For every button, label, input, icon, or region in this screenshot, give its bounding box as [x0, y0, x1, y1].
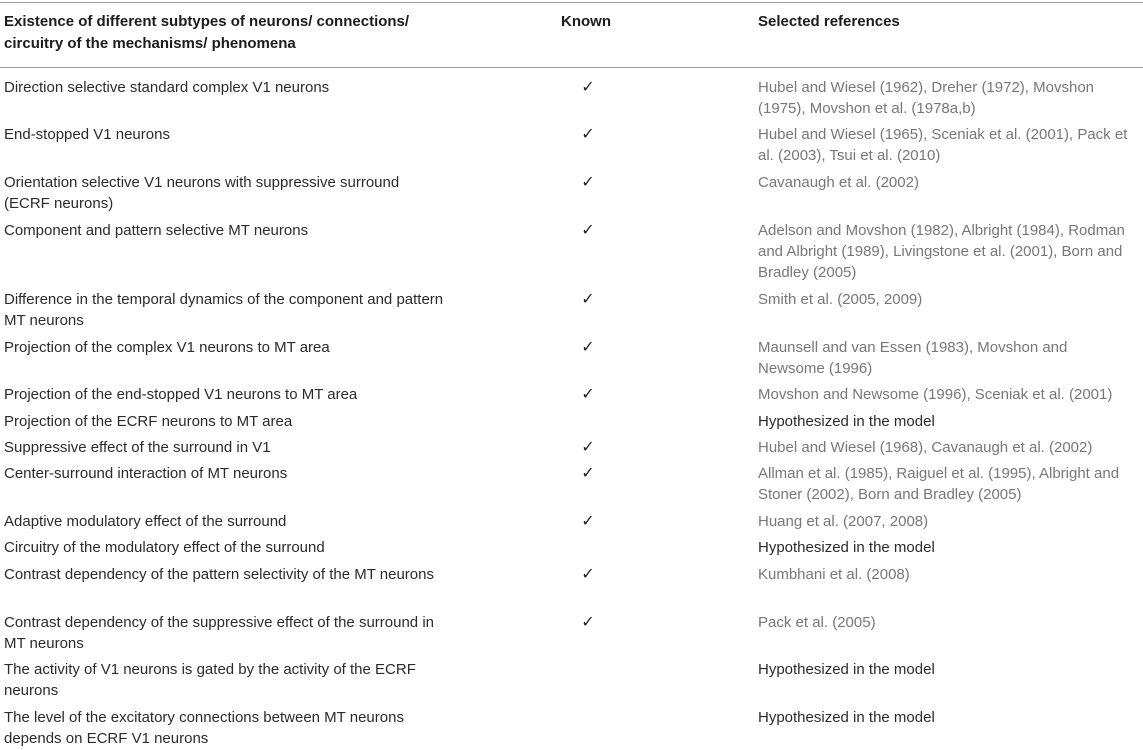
row-refs: Hubel and Wiesel (1968), Cavanaugh et al. (2002) — [758, 439, 1093, 456]
row-refs: Hubel and Wiesel (1962), Dreher (1972), Movshon (1975), Movshon et al. (1978a,b) — [758, 79, 1094, 117]
row-item: Suppressive effect of the surround in V1 — [4, 439, 271, 456]
known-check: ✓ — [581, 614, 595, 631]
row-item: Contrast dependency of the pattern selectivity of the MT neurons — [4, 566, 434, 583]
row-refs: Cavanaugh et al. (2002) — [758, 174, 919, 191]
row-item: Direction selective standard complex V1 neurons — [4, 79, 330, 96]
header-col-known: Known — [561, 13, 611, 30]
row-item: The level of the excitatory connections between MT neurons depends on ECRF V1 neurons — [4, 709, 404, 747]
known-check: ✓ — [581, 126, 595, 143]
table-top-rule — [0, 2, 1143, 3]
row-item: End-stopped V1 neurons — [4, 126, 170, 143]
row-item: Projection of the ECRF neurons to MT area — [4, 413, 293, 430]
row-refs: Hypothesized in the model — [758, 539, 935, 556]
row-refs: Hypothesized in the model — [758, 709, 935, 726]
row-refs: Pack et al. (2005) — [758, 614, 876, 631]
row-refs: Hubel and Wiesel (1965), Sceniak et al. (2001), Pack et al. (2003), Tsui et al. (2010) — [758, 126, 1128, 164]
known-check: ✓ — [581, 566, 595, 583]
row-refs: Allman et al. (1985), Raiguel et al. (1995), Albright and Stoner (2002), Born and Bradley (2005) — [758, 465, 1120, 503]
header-col-references: Selected references — [758, 13, 900, 30]
known-check: ✓ — [581, 339, 595, 356]
row-item: Projection of the end-stopped V1 neurons to MT area — [4, 386, 358, 403]
known-check: ✓ — [581, 222, 595, 239]
known-check: ✓ — [581, 465, 595, 482]
known-check: ✓ — [581, 291, 595, 308]
row-refs: Movshon and Newsome (1996), Sceniak et al. (2001) — [758, 386, 1113, 403]
known-check: ✓ — [581, 439, 595, 456]
row-item: Contrast dependency of the suppressive effect of the surround in MT neurons — [4, 614, 434, 652]
known-check: ✓ — [581, 386, 595, 403]
known-check: ✓ — [581, 79, 595, 96]
row-item: Center-surround interaction of MT neurons — [4, 465, 288, 482]
row-item: Orientation selective V1 neurons with suppressive surround (ECRF neurons) — [4, 174, 400, 212]
row-item: Adaptive modulatory effect of the surround — [4, 513, 287, 530]
row-item: The activity of V1 neurons is gated by the activity of the ECRF neurons — [4, 661, 416, 699]
row-item: Circuitry of the modulatory effect of the surround — [4, 539, 325, 556]
row-refs: Smith et al. (2005, 2009) — [758, 291, 923, 308]
header-col-phenomena: Existence of different subtypes of neurons/ connections/ circuitry of the mechanisms/ phenomena — [4, 13, 410, 52]
row-refs: Hypothesized in the model — [758, 413, 935, 430]
row-item: Projection of the complex V1 neurons to MT area — [4, 339, 330, 356]
known-check: ✓ — [581, 174, 595, 191]
row-refs: Adelson and Movshon (1982), Albright (1984), Rodman and Albright (1989), Livingstone et al. (2001), Born and Bradley (2005) — [758, 222, 1125, 281]
row-item: Component and pattern selective MT neurons — [4, 222, 309, 239]
header-bottom-rule — [0, 67, 1143, 68]
row-item: Difference in the temporal dynamics of the component and pattern MT neurons — [4, 291, 444, 329]
row-refs: Maunsell and van Essen (1983), Movshon and Newsome (1996) — [758, 339, 1068, 377]
row-refs: Kumbhani et al. (2008) — [758, 566, 910, 583]
row-refs: Hypothesized in the model — [758, 661, 935, 678]
known-check: ✓ — [581, 513, 595, 530]
row-refs: Huang et al. (2007, 2008) — [758, 513, 929, 530]
